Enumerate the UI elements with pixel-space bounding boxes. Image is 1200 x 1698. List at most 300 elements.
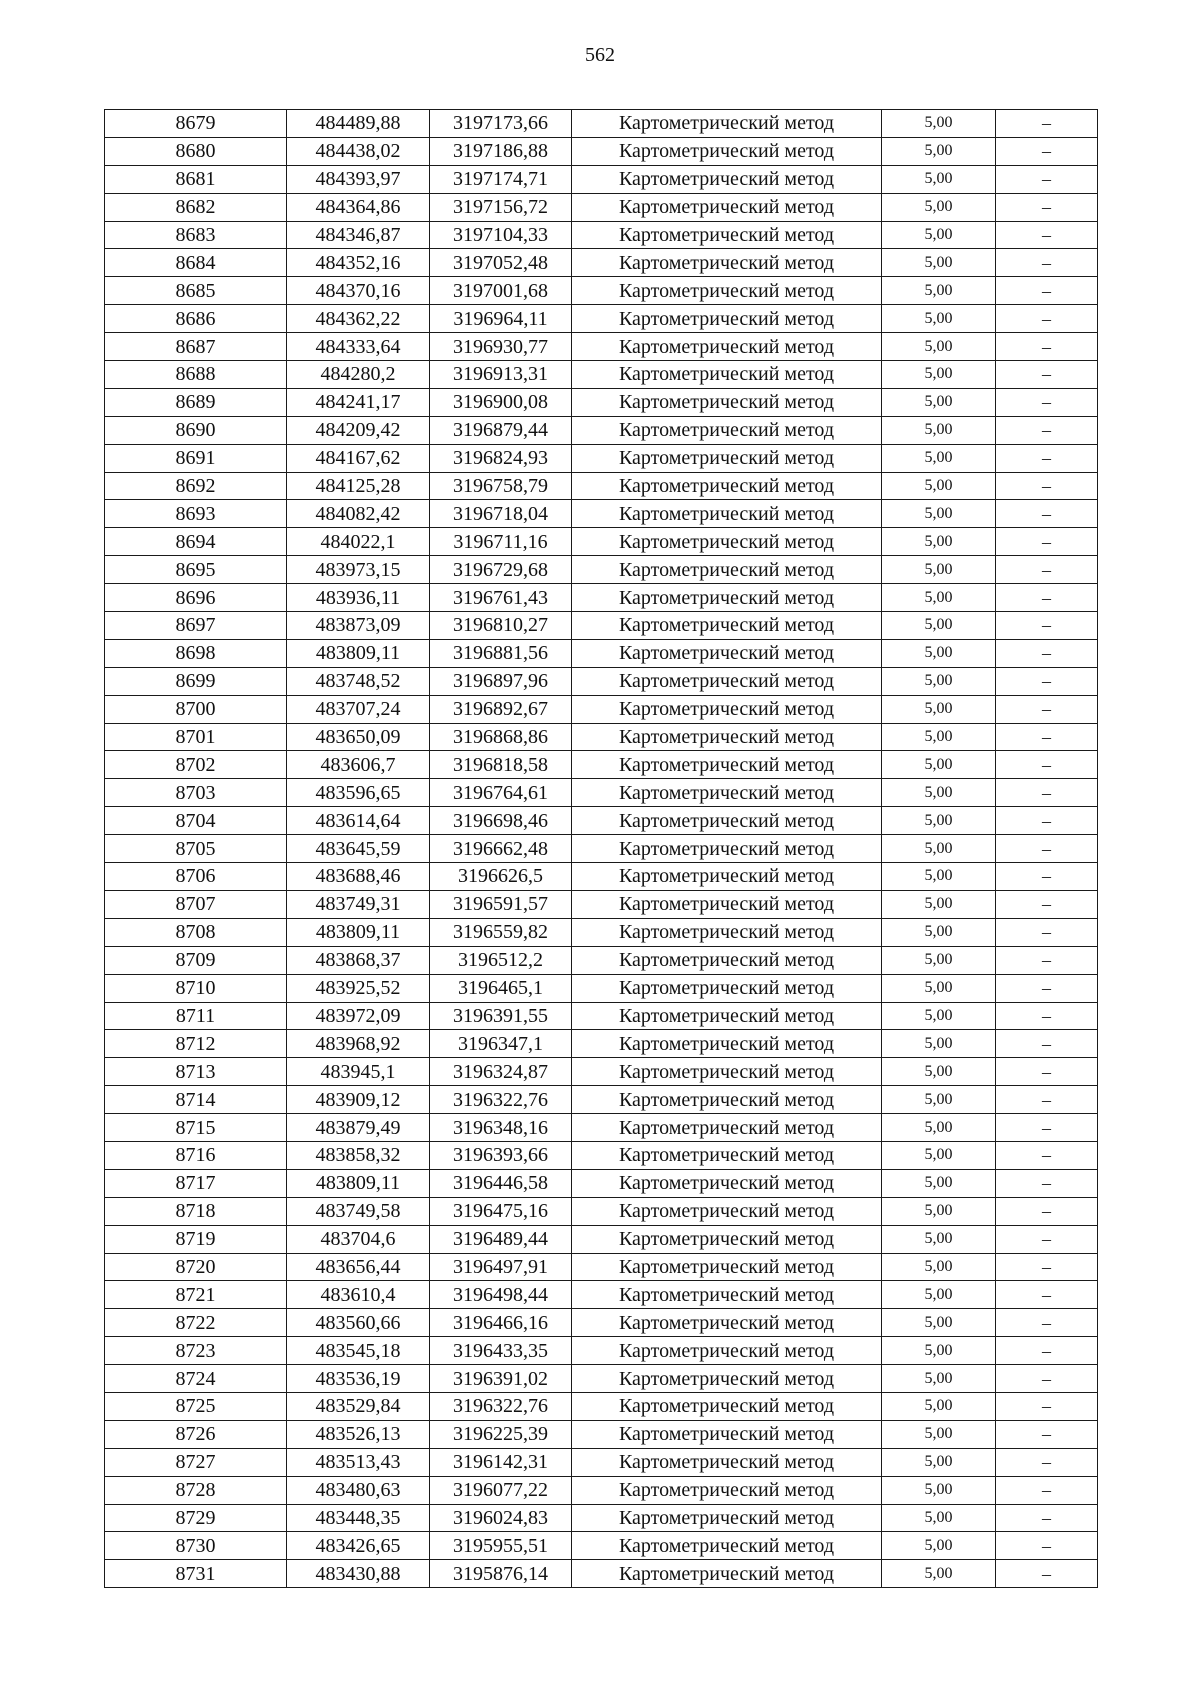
x-coordinate-cell: 483688,46 [287,863,430,891]
point-number-cell: 8714 [105,1086,287,1114]
x-coordinate-cell: 483526,13 [287,1420,430,1448]
table-row [105,612,1098,640]
table-row [105,388,1098,416]
x-coordinate-cell: 483909,12 [287,1086,430,1114]
table-row [105,165,1098,193]
note-cell: – [996,1420,1098,1448]
y-coordinate-cell: 3196077,22 [430,1476,572,1504]
method-cell: Картометрический метод [572,863,882,891]
y-coordinate-cell: 3196446,58 [430,1169,572,1197]
accuracy-cell: 5,00 [882,277,996,305]
y-coordinate-cell: 3196729,68 [430,556,572,584]
note-cell: – [996,863,1098,891]
method-cell: Картометрический метод [572,416,882,444]
x-coordinate-cell: 484352,16 [287,249,430,277]
y-coordinate-cell: 3196818,58 [430,751,572,779]
x-coordinate-cell: 484438,02 [287,137,430,165]
table-row [105,1225,1098,1253]
method-cell: Картометрический метод [572,584,882,612]
y-coordinate-cell: 3196698,46 [430,807,572,835]
y-coordinate-cell: 3196718,04 [430,500,572,528]
y-coordinate-cell: 3196512,2 [430,946,572,974]
point-number-cell: 8687 [105,333,287,361]
x-coordinate-cell: 484022,1 [287,528,430,556]
note-cell: – [996,1532,1098,1560]
x-coordinate-cell: 483704,6 [287,1225,430,1253]
y-coordinate-cell: 3196465,1 [430,974,572,1002]
method-cell: Картометрический метод [572,807,882,835]
accuracy-cell: 5,00 [882,1114,996,1142]
x-coordinate-cell: 484362,22 [287,305,430,333]
y-coordinate-cell: 3196591,57 [430,890,572,918]
table-row [105,1169,1098,1197]
note-cell: – [996,1392,1098,1420]
method-cell: Картометрический метод [572,1141,882,1169]
point-number-cell: 8706 [105,863,287,891]
method-cell: Картометрический метод [572,333,882,361]
table-row [105,110,1098,138]
x-coordinate-cell: 484280,2 [287,361,430,389]
x-coordinate-cell: 483879,49 [287,1114,430,1142]
method-cell: Картометрический метод [572,500,882,528]
method-cell: Картометрический метод [572,1086,882,1114]
point-number-cell: 8692 [105,472,287,500]
y-coordinate-cell: 3196930,77 [430,333,572,361]
table-row [105,1532,1098,1560]
note-cell: – [996,1225,1098,1253]
point-number-cell: 8705 [105,835,287,863]
accuracy-cell: 5,00 [882,1253,996,1281]
point-number-cell: 8731 [105,1560,287,1588]
note-cell: – [996,110,1098,138]
note-cell: – [996,1197,1098,1225]
method-cell: Картометрический метод [572,1058,882,1086]
method-cell: Картометрический метод [572,110,882,138]
table-row [105,639,1098,667]
x-coordinate-cell: 483656,44 [287,1253,430,1281]
table-row [105,1337,1098,1365]
point-number-cell: 8689 [105,388,287,416]
note-cell: – [996,1030,1098,1058]
note-cell: – [996,416,1098,444]
point-number-cell: 8717 [105,1169,287,1197]
x-coordinate-cell: 483707,24 [287,695,430,723]
point-number-cell: 8679 [105,110,287,138]
y-coordinate-cell: 3195876,14 [430,1560,572,1588]
point-number-cell: 8719 [105,1225,287,1253]
note-cell: – [996,444,1098,472]
y-coordinate-cell: 3196391,55 [430,1002,572,1030]
table-row [105,1504,1098,1532]
x-coordinate-cell: 483448,35 [287,1504,430,1532]
note-cell: – [996,1337,1098,1365]
note-cell: – [996,807,1098,835]
method-cell: Картометрический метод [572,1030,882,1058]
method-cell: Картометрический метод [572,137,882,165]
note-cell: – [996,305,1098,333]
y-coordinate-cell: 3196466,16 [430,1309,572,1337]
accuracy-cell: 5,00 [882,221,996,249]
x-coordinate-cell: 484167,62 [287,444,430,472]
note-cell: – [996,695,1098,723]
accuracy-cell: 5,00 [882,333,996,361]
accuracy-cell: 5,00 [882,305,996,333]
note-cell: – [996,1476,1098,1504]
method-cell: Картометрический метод [572,193,882,221]
note-cell: – [996,584,1098,612]
y-coordinate-cell: 3196761,43 [430,584,572,612]
y-coordinate-cell: 3196348,16 [430,1114,572,1142]
method-cell: Картометрический метод [572,1392,882,1420]
note-cell: – [996,193,1098,221]
point-number-cell: 8711 [105,1002,287,1030]
note-cell: – [996,835,1098,863]
note-cell: – [996,612,1098,640]
method-cell: Картометрический метод [572,472,882,500]
method-cell: Картометрический метод [572,695,882,723]
table-row [105,277,1098,305]
point-number-cell: 8694 [105,528,287,556]
x-coordinate-cell: 483645,59 [287,835,430,863]
note-cell: – [996,1281,1098,1309]
x-coordinate-cell: 484241,17 [287,388,430,416]
accuracy-cell: 5,00 [882,1392,996,1420]
method-cell: Картометрический метод [572,974,882,1002]
y-coordinate-cell: 3197173,66 [430,110,572,138]
accuracy-cell: 5,00 [882,1058,996,1086]
y-coordinate-cell: 3196324,87 [430,1058,572,1086]
note-cell: – [996,528,1098,556]
method-cell: Картометрический метод [572,1504,882,1532]
method-cell: Картометрический метод [572,918,882,946]
table-row [105,1114,1098,1142]
note-cell: – [996,388,1098,416]
table-row [105,1560,1098,1588]
y-coordinate-cell: 3196024,83 [430,1504,572,1532]
point-number-cell: 8724 [105,1365,287,1393]
x-coordinate-cell: 483430,88 [287,1560,430,1588]
accuracy-cell: 5,00 [882,1225,996,1253]
table-row [105,1309,1098,1337]
method-cell: Картометрический метод [572,165,882,193]
y-coordinate-cell: 3197001,68 [430,277,572,305]
accuracy-cell: 5,00 [882,165,996,193]
note-cell: – [996,137,1098,165]
method-cell: Картометрический метод [572,751,882,779]
method-cell: Картометрический метод [572,1169,882,1197]
point-number-cell: 8680 [105,137,287,165]
table-row [105,444,1098,472]
y-coordinate-cell: 3196758,79 [430,472,572,500]
table-row [105,863,1098,891]
table-row [105,1141,1098,1169]
note-cell: – [996,890,1098,918]
accuracy-cell: 5,00 [882,528,996,556]
y-coordinate-cell: 3197186,88 [430,137,572,165]
x-coordinate-cell: 483426,65 [287,1532,430,1560]
method-cell: Картометрический метод [572,1114,882,1142]
x-coordinate-cell: 483925,52 [287,974,430,1002]
note-cell: – [996,1114,1098,1142]
table-row [105,1420,1098,1448]
table-row [105,918,1098,946]
point-number-cell: 8709 [105,946,287,974]
table-row [105,807,1098,835]
method-cell: Картометрический метод [572,528,882,556]
y-coordinate-cell: 3196433,35 [430,1337,572,1365]
table-row [105,1448,1098,1476]
table-row [105,1058,1098,1086]
note-cell: – [996,556,1098,584]
table-row [105,556,1098,584]
y-coordinate-cell: 3196868,86 [430,723,572,751]
y-coordinate-cell: 3197104,33 [430,221,572,249]
method-cell: Картометрический метод [572,277,882,305]
point-number-cell: 8682 [105,193,287,221]
point-number-cell: 8729 [105,1504,287,1532]
table-row [105,1365,1098,1393]
accuracy-cell: 5,00 [882,1532,996,1560]
accuracy-cell: 5,00 [882,249,996,277]
note-cell: – [996,472,1098,500]
accuracy-cell: 5,00 [882,918,996,946]
table-row [105,1086,1098,1114]
point-number-cell: 8721 [105,1281,287,1309]
page-number: 562 [585,44,615,66]
x-coordinate-cell: 483536,19 [287,1365,430,1393]
x-coordinate-cell: 483749,58 [287,1197,430,1225]
method-cell: Картометрический метод [572,1253,882,1281]
x-coordinate-cell: 484393,97 [287,165,430,193]
table-row [105,779,1098,807]
method-cell: Картометрический метод [572,835,882,863]
accuracy-cell: 5,00 [882,1030,996,1058]
point-number-cell: 8699 [105,667,287,695]
table-row [105,137,1098,165]
point-number-cell: 8720 [105,1253,287,1281]
table-row [105,584,1098,612]
table-body [105,110,1098,1588]
point-number-cell: 8730 [105,1532,287,1560]
accuracy-cell: 5,00 [882,974,996,1002]
note-cell: – [996,1448,1098,1476]
x-coordinate-cell: 483868,37 [287,946,430,974]
accuracy-cell: 5,00 [882,1002,996,1030]
accuracy-cell: 5,00 [882,667,996,695]
table-row [105,974,1098,1002]
accuracy-cell: 5,00 [882,612,996,640]
note-cell: – [996,277,1098,305]
y-coordinate-cell: 3196498,44 [430,1281,572,1309]
x-coordinate-cell: 483545,18 [287,1337,430,1365]
table-row [105,193,1098,221]
note-cell: – [996,1309,1098,1337]
table-row [105,1002,1098,1030]
point-number-cell: 8725 [105,1392,287,1420]
accuracy-cell: 5,00 [882,751,996,779]
method-cell: Картометрический метод [572,221,882,249]
point-number-cell: 8685 [105,277,287,305]
y-coordinate-cell: 3196391,02 [430,1365,572,1393]
y-coordinate-cell: 3196142,31 [430,1448,572,1476]
method-cell: Картометрический метод [572,1448,882,1476]
y-coordinate-cell: 3196626,5 [430,863,572,891]
point-number-cell: 8716 [105,1141,287,1169]
note-cell: – [996,500,1098,528]
y-coordinate-cell: 3196892,67 [430,695,572,723]
x-coordinate-cell: 483529,84 [287,1392,430,1420]
method-cell: Картометрический метод [572,1197,882,1225]
method-cell: Картометрический метод [572,556,882,584]
point-number-cell: 8718 [105,1197,287,1225]
y-coordinate-cell: 3196913,31 [430,361,572,389]
coordinates-table [104,109,1098,1588]
point-number-cell: 8697 [105,612,287,640]
point-number-cell: 8713 [105,1058,287,1086]
accuracy-cell: 5,00 [882,472,996,500]
accuracy-cell: 5,00 [882,361,996,389]
accuracy-cell: 5,00 [882,584,996,612]
table-row [105,835,1098,863]
y-coordinate-cell: 3196764,61 [430,779,572,807]
x-coordinate-cell: 483968,92 [287,1030,430,1058]
note-cell: – [996,249,1098,277]
point-number-cell: 8700 [105,695,287,723]
method-cell: Картометрический метод [572,1560,882,1588]
table-row [105,333,1098,361]
note-cell: – [996,779,1098,807]
point-number-cell: 8704 [105,807,287,835]
accuracy-cell: 5,00 [882,1560,996,1588]
y-coordinate-cell: 3196897,96 [430,667,572,695]
x-coordinate-cell: 484333,64 [287,333,430,361]
point-number-cell: 8710 [105,974,287,1002]
method-cell: Картометрический метод [572,1281,882,1309]
note-cell: – [996,1365,1098,1393]
table-row [105,1253,1098,1281]
accuracy-cell: 5,00 [882,1337,996,1365]
method-cell: Картометрический метод [572,1365,882,1393]
method-cell: Картометрический метод [572,1225,882,1253]
y-coordinate-cell: 3196559,82 [430,918,572,946]
accuracy-cell: 5,00 [882,556,996,584]
x-coordinate-cell: 483972,09 [287,1002,430,1030]
accuracy-cell: 5,00 [882,444,996,472]
table-row [105,221,1098,249]
accuracy-cell: 5,00 [882,1420,996,1448]
note-cell: – [996,1086,1098,1114]
accuracy-cell: 5,00 [882,1086,996,1114]
note-cell: – [996,1141,1098,1169]
note-cell: – [996,1504,1098,1532]
y-coordinate-cell: 3195955,51 [430,1532,572,1560]
accuracy-cell: 5,00 [882,1476,996,1504]
point-number-cell: 8726 [105,1420,287,1448]
x-coordinate-cell: 483480,63 [287,1476,430,1504]
note-cell: – [996,361,1098,389]
accuracy-cell: 5,00 [882,193,996,221]
accuracy-cell: 5,00 [882,1141,996,1169]
note-cell: – [996,974,1098,1002]
table-row [105,695,1098,723]
note-cell: – [996,639,1098,667]
note-cell: – [996,918,1098,946]
y-coordinate-cell: 3197156,72 [430,193,572,221]
x-coordinate-cell: 484082,42 [287,500,430,528]
method-cell: Картометрический метод [572,1420,882,1448]
table-row [105,1030,1098,1058]
x-coordinate-cell: 484209,42 [287,416,430,444]
note-cell: – [996,1169,1098,1197]
note-cell: – [996,751,1098,779]
table-row [105,667,1098,695]
x-coordinate-cell: 483873,09 [287,612,430,640]
accuracy-cell: 5,00 [882,1309,996,1337]
accuracy-cell: 5,00 [882,695,996,723]
y-coordinate-cell: 3196711,16 [430,528,572,556]
table-row [105,890,1098,918]
x-coordinate-cell: 483614,64 [287,807,430,835]
method-cell: Картометрический метод [572,667,882,695]
accuracy-cell: 5,00 [882,500,996,528]
method-cell: Картометрический метод [572,388,882,416]
method-cell: Картометрический метод [572,305,882,333]
accuracy-cell: 5,00 [882,110,996,138]
y-coordinate-cell: 3196900,08 [430,388,572,416]
point-number-cell: 8701 [105,723,287,751]
point-number-cell: 8695 [105,556,287,584]
point-number-cell: 8702 [105,751,287,779]
note-cell: – [996,1058,1098,1086]
point-number-cell: 8684 [105,249,287,277]
x-coordinate-cell: 483809,11 [287,918,430,946]
accuracy-cell: 5,00 [882,1365,996,1393]
table-row [105,528,1098,556]
y-coordinate-cell: 3196322,76 [430,1086,572,1114]
method-cell: Картометрический метод [572,1532,882,1560]
method-cell: Картометрический метод [572,249,882,277]
x-coordinate-cell: 483560,66 [287,1309,430,1337]
point-number-cell: 8686 [105,305,287,333]
y-coordinate-cell: 3196489,44 [430,1225,572,1253]
y-coordinate-cell: 3196662,48 [430,835,572,863]
y-coordinate-cell: 3196881,56 [430,639,572,667]
table-row [105,946,1098,974]
accuracy-cell: 5,00 [882,1169,996,1197]
point-number-cell: 8696 [105,584,287,612]
note-cell: – [996,723,1098,751]
accuracy-cell: 5,00 [882,1504,996,1532]
method-cell: Картометрический метод [572,890,882,918]
method-cell: Картометрический метод [572,1337,882,1365]
method-cell: Картометрический метод [572,779,882,807]
note-cell: – [996,221,1098,249]
point-number-cell: 8715 [105,1114,287,1142]
point-number-cell: 8708 [105,918,287,946]
note-cell: – [996,1002,1098,1030]
method-cell: Картометрический метод [572,444,882,472]
table-row [105,1476,1098,1504]
note-cell: – [996,1253,1098,1281]
y-coordinate-cell: 3196824,93 [430,444,572,472]
point-number-cell: 8691 [105,444,287,472]
point-number-cell: 8723 [105,1337,287,1365]
y-coordinate-cell: 3196964,11 [430,305,572,333]
point-number-cell: 8707 [105,890,287,918]
x-coordinate-cell: 484370,16 [287,277,430,305]
x-coordinate-cell: 483749,31 [287,890,430,918]
x-coordinate-cell: 483945,1 [287,1058,430,1086]
